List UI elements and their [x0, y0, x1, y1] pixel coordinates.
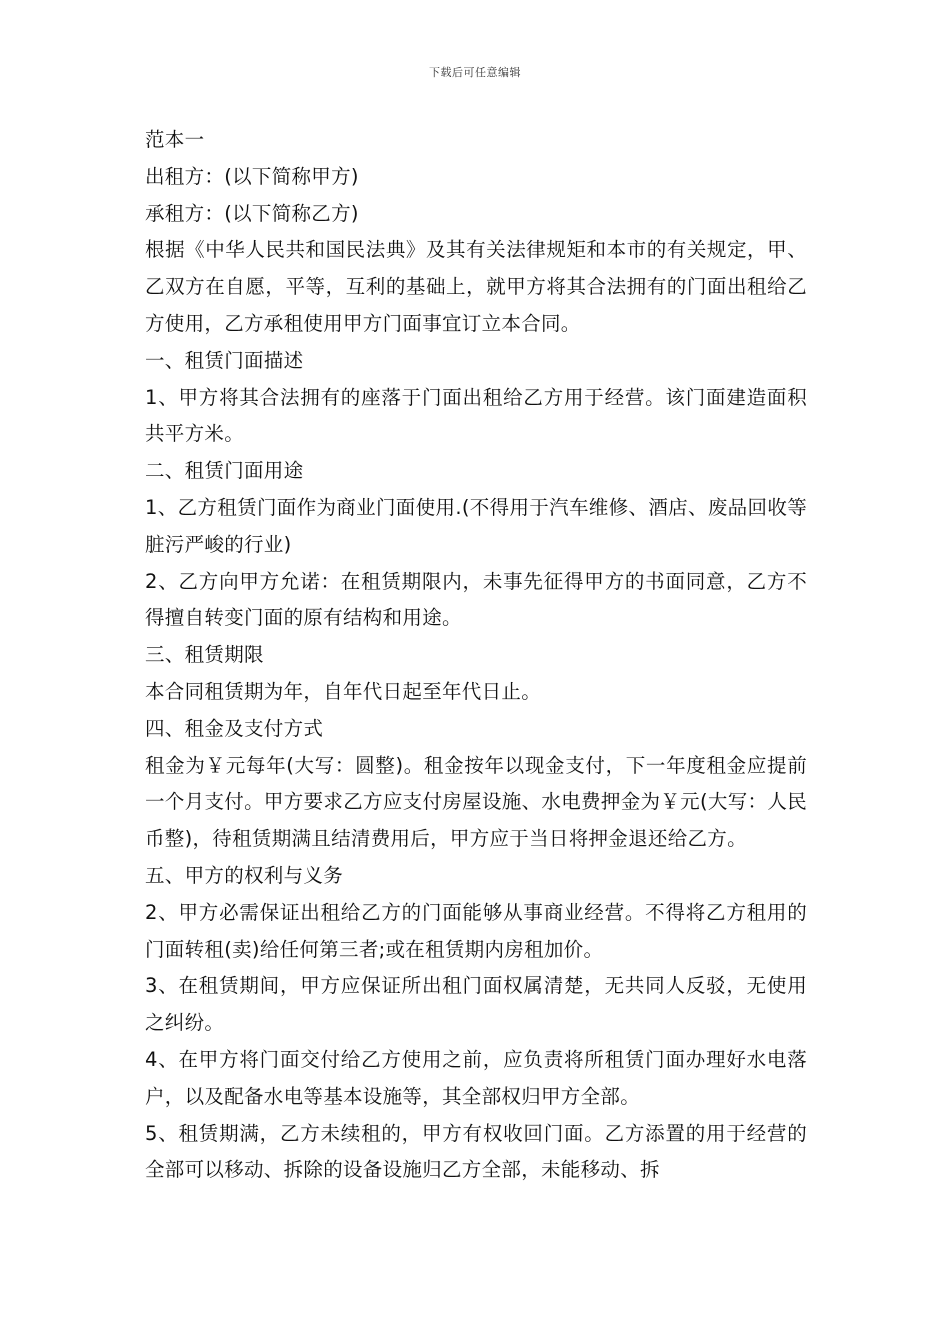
- clause-paragraph: 5、租赁期满，乙方未续租的，甲方有权收回门面。乙方添置的用于经营的全部可以移动、拆除的设备设施归乙方全部，未能移动、拆: [145, 1121, 807, 1182]
- document-body: [145, 122, 807, 1189]
- section-heading-4: 四、租金及支付方式: [145, 716, 324, 740]
- lessee-line: 承租方：(以下简称乙方): [145, 201, 359, 225]
- document-title: 范本一: [145, 128, 205, 151]
- clause-paragraph: 2、甲方必需保证出租给乙方的门面能够从事商业经营。不得将乙方租用的门面转租(卖)给任何第三者;或在租赁期内房租加价。: [145, 900, 807, 961]
- section-heading-3: 三、租赁期限: [145, 643, 264, 667]
- lessor-line: 出租方：(以下简称甲方): [145, 164, 359, 188]
- section-heading-2: 二、租赁门面用途: [145, 459, 304, 483]
- section-heading-5: 五、甲方的权利与义务: [145, 863, 344, 887]
- preamble-paragraph: 根据《中华人民共和国民法典》及其有关法律规矩和本市的有关规定，甲、乙双方在自愿，平等，互利的基础上，就甲方将其合法拥有的门面出租给乙方使用，乙方承租使用甲方门面事宜订立本合同。: [145, 238, 807, 335]
- clause-paragraph: 本合同租赁期为年，自年代日起至年代日止。: [145, 679, 542, 703]
- page-header-note: 下载后可任意编辑: [429, 66, 521, 79]
- clause-paragraph: 1、甲方将其合法拥有的座落于门面出租给乙方用于经营。该门面建造面积共平方米。: [145, 385, 807, 446]
- clause-paragraph: 3、在租赁期间，甲方应保证所出租门面权属清楚，无共同人反驳，无使用之纠纷。: [145, 974, 807, 1035]
- section-heading-1: 一、租赁门面描述: [145, 348, 304, 372]
- clause-paragraph: 2、乙方向甲方允诺：在租赁期限内，未事先征得甲方的书面同意，乙方不得擅自转变门面的原有结构和用途。: [145, 569, 807, 630]
- clause-paragraph: 4、在甲方将门面交付给乙方使用之前，应负责将所租赁门面办理好水电落户，以及配备水电等基本设施等，其全部权归甲方全部。: [145, 1047, 807, 1108]
- clause-paragraph: 租金为￥元每年(大写：圆整)。租金按年以现金支付，下一年度租金应提前一个月支付。甲方要求乙方应支付房屋设施、水电费押金为￥元(大写：人民币整)，待租赁期满且结清费用后，甲方应于当日将押金退还给乙方。: [145, 753, 807, 851]
- clause-paragraph: 1、乙方租赁门面作为商业门面使用.(不得用于汽车维修、酒店、废品回收等脏污严峻的行业): [145, 495, 807, 556]
